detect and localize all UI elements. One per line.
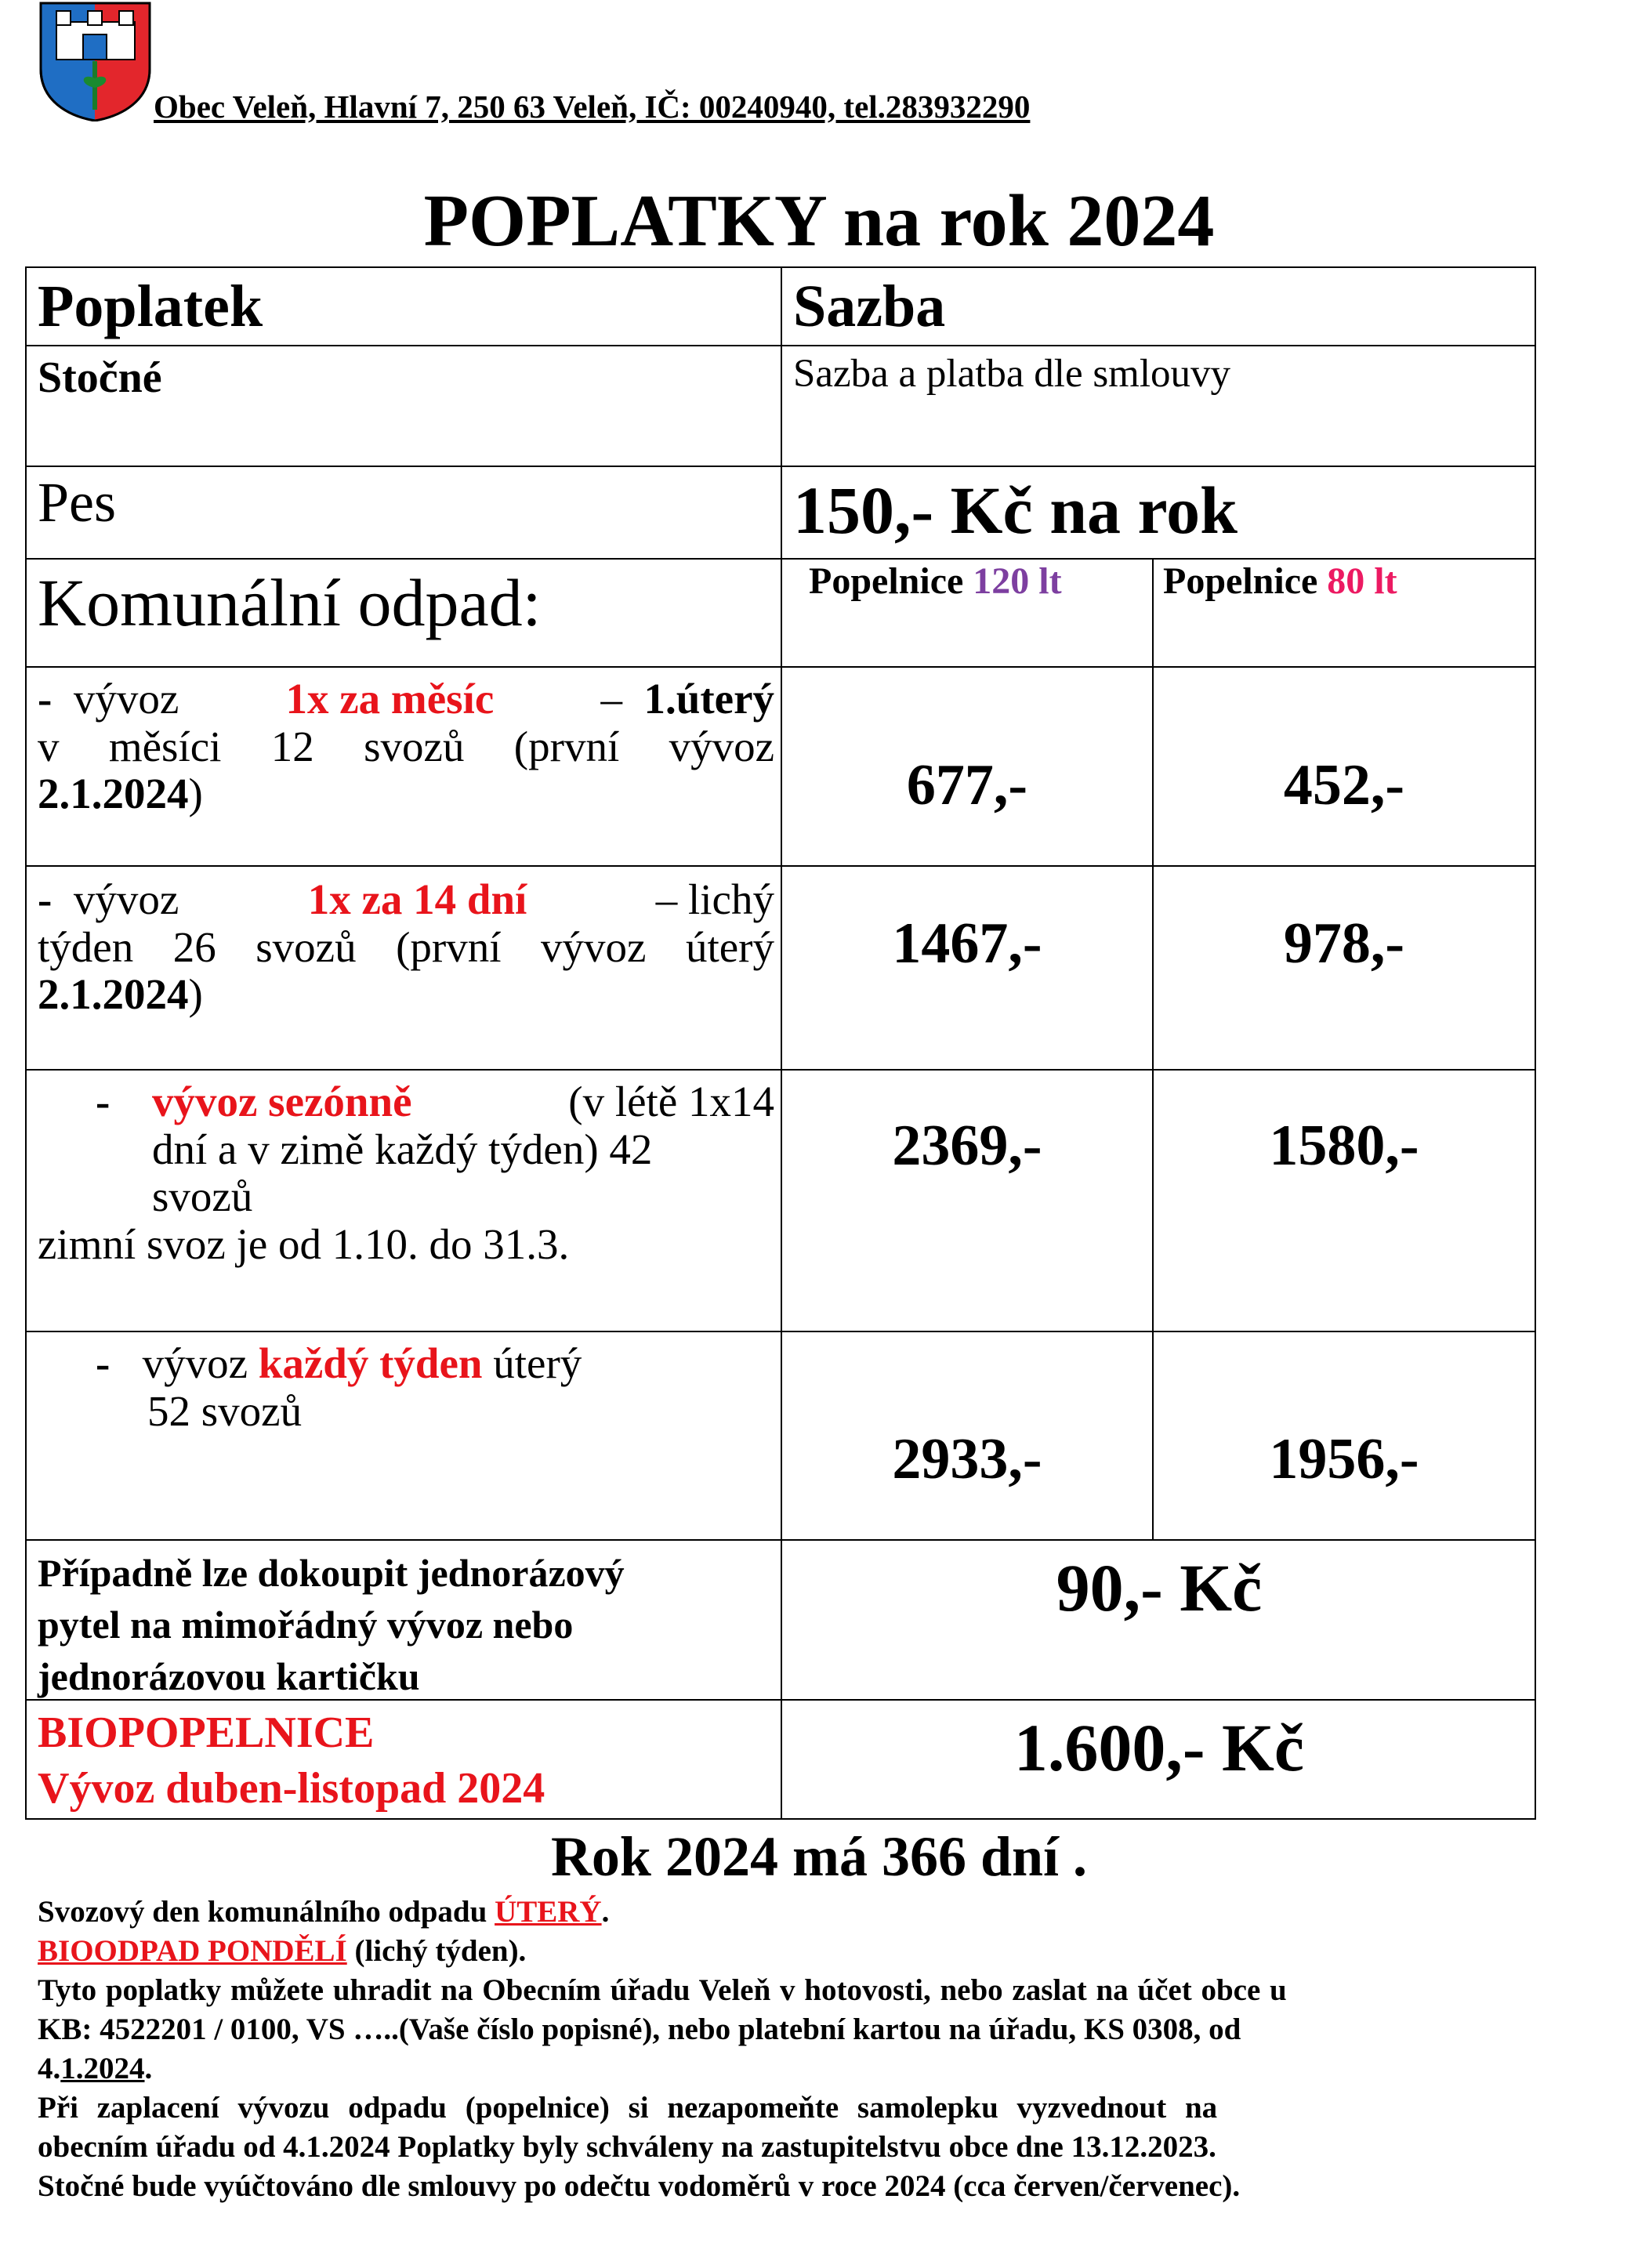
- sewage-note: Stočné bude vyúčtováno dle smlouvy po odečtu vodoměrů v roce 2024 (cca červen/červenec).: [38, 2169, 1241, 2203]
- row-weekly-price-120: 2933,-: [892, 1427, 1042, 1491]
- municipal-waste-label: Komunální odpad:: [38, 565, 542, 640]
- leap-year-note: Rok 2024 má 366 dní .: [550, 1825, 1088, 1888]
- row-monthly-description: - vývoz 1x za měsíc – 1.úterý v měsíci 12 svozů (první vývoz 2.1.2024): [38, 675, 774, 817]
- row-biweekly-price-120: 1467,-: [892, 911, 1042, 976]
- stocne-value: Sazba a platba dle smlouvy: [793, 352, 1231, 396]
- stocne-label: Stočné: [38, 353, 162, 402]
- bio-bin-price: 1.600,- Kč: [1013, 1710, 1305, 1785]
- column-header-fee: Poplatek: [38, 274, 263, 339]
- page-title: POPLATKY na rok 2024: [423, 180, 1215, 262]
- row-biweekly-price-80: 978,-: [1283, 911, 1405, 976]
- bin-120-header: Popelnice 120 lt: [809, 560, 1062, 602]
- collection-day-note: Svozový den komunálního odpadu ÚTERÝ.: [38, 1895, 610, 1929]
- bin-80-size: 80 lt: [1327, 560, 1397, 602]
- row-seasonal-price-120: 2369,-: [892, 1114, 1042, 1178]
- extra-bag-description: Případně lze dokoupit jednorázový pytel na mimořádný vývoz nebo jednorázovou kartičku: [38, 1551, 625, 1698]
- extra-bag-price: 90,- Kč: [1056, 1550, 1263, 1625]
- coat-of-arms-logo: [34, 0, 156, 121]
- sticker-note-line1: Při zaplacení vývozu odpadu (popelnice) si nezapomeňte samolepku vyzvednout na: [38, 2091, 1218, 2125]
- row-weekly-description: - vývoz každý týden úterý 52 svozů: [96, 1339, 582, 1435]
- sticker-note-line2: obecním úřadu od 4.1.2024 Poplatky byly schváleny na zastupitelstvu obce dne 13.12.2023.: [38, 2130, 1216, 2164]
- row-monthly-price-120: 677,-: [906, 753, 1028, 817]
- bin-120-size: 120 lt: [973, 560, 1062, 602]
- row-seasonal-description: - vývoz sezónně (v létě 1x14 dní a v zimě každý týden) 42 svozů zimní svoz je od 1.10. do 31.3.: [38, 1078, 774, 1268]
- row-monthly-price-80: 452,-: [1283, 753, 1405, 817]
- fee-table: [25, 266, 1536, 1820]
- dog-fee-value: 150,- Kč na rok: [793, 473, 1238, 548]
- payment-note-line3: 4.1.2024.: [38, 2052, 153, 2085]
- payment-note-line1: Tyto poplatky můžete uhradit na Obecním úřadu Veleň v hotovosti, nebo zaslat na účet obce u: [38, 1973, 1287, 2007]
- bio-bin-description: BIOPOPELNICE Vývoz duben-listopad 2024: [38, 1708, 545, 1813]
- dog-fee-label: Pes: [38, 471, 117, 534]
- bio-waste-day-note: BIOODPAD PONDĚLÍ (lichý týden).: [38, 1934, 527, 1968]
- municipality-address: Obec Veleň, Hlavní 7, 250 63 Veleň, IČ: 00240940, tel.283932290: [154, 89, 1031, 125]
- row-biweekly-description: - vývoz 1x za 14 dní – lichý týden 26 svozů (první vývoz úterý 2.1.2024): [38, 875, 774, 1018]
- column-header-rate: Sazba: [793, 274, 946, 339]
- payment-note-line2: KB: 4522201 / 0100, VS …..(Vaše číslo popisné), nebo platební kartou na úřadu, KS 0308, od: [38, 2013, 1241, 2046]
- bin-80-header: Popelnice 80 lt: [1163, 560, 1397, 602]
- row-seasonal-price-80: 1580,-: [1269, 1114, 1419, 1178]
- row-weekly-price-80: 1956,-: [1269, 1427, 1419, 1491]
